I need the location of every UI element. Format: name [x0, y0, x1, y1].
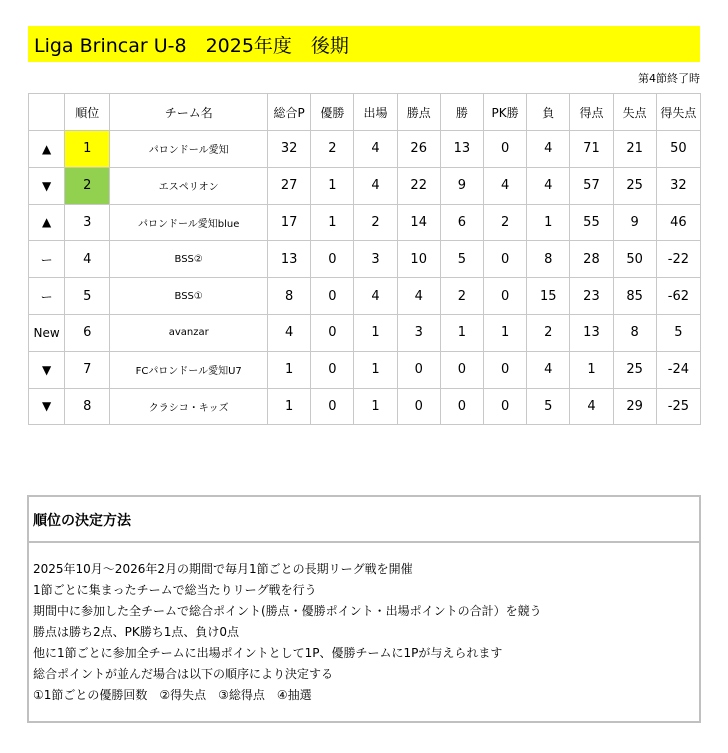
rules-line: 他に1節ごとに参加全チームに出場ポイントとして1P、優勝チームに1Pが与えられます	[33, 646, 503, 660]
col-pk-wins-header: PK勝	[483, 94, 526, 131]
goals-for-cell: 13	[570, 314, 613, 351]
goals-for-cell: 4	[570, 388, 613, 425]
goals-against-cell: 21	[613, 131, 656, 168]
losses-cell: 15	[527, 278, 570, 315]
trend-cell: ー	[29, 241, 65, 278]
col-appearances-header: 出場	[354, 94, 397, 131]
col-rank-header: 順位	[65, 94, 110, 131]
appearances-cell: 3	[354, 241, 397, 278]
goals-for-cell: 1	[570, 351, 613, 388]
table-row	[29, 241, 701, 278]
goal-diff-cell: 46	[656, 204, 700, 241]
rules-line: 期間中に参加した全チームで総合ポイント(勝点・優勝ポイント・出場ポイントの合計）を競う	[33, 604, 542, 618]
wins-cell: 13	[440, 131, 483, 168]
losses-cell: 4	[527, 131, 570, 168]
team-cell: パロンドール愛知blue	[110, 204, 268, 241]
col-trend-header	[29, 94, 65, 131]
col-losses-header: 負	[527, 94, 570, 131]
rank-cell: 7	[65, 351, 110, 388]
match-points-cell: 0	[397, 351, 440, 388]
goals-against-cell: 29	[613, 388, 656, 425]
titles-cell: 0	[311, 314, 354, 351]
losses-cell: 4	[527, 167, 570, 204]
table-row	[29, 204, 701, 241]
total-points-cell: 8	[268, 278, 311, 315]
rank-cell: 6	[65, 314, 110, 351]
rank-cell: 4	[65, 241, 110, 278]
appearances-cell: 1	[354, 388, 397, 425]
standings-table	[28, 93, 701, 425]
rank-cell: 5	[65, 278, 110, 315]
goals-against-cell: 8	[613, 314, 656, 351]
appearances-cell: 4	[354, 278, 397, 315]
pk-wins-cell: 2	[483, 204, 526, 241]
appearances-cell: 4	[354, 131, 397, 168]
table-row	[29, 131, 701, 168]
trend-cell: New	[29, 314, 65, 351]
trend-cell: ▼	[29, 167, 65, 204]
col-total-points-header: 総合P	[268, 94, 311, 131]
total-points-cell: 17	[268, 204, 311, 241]
col-wins-header: 勝	[440, 94, 483, 131]
losses-cell: 5	[527, 388, 570, 425]
match-points-cell: 3	[397, 314, 440, 351]
goals-against-cell: 85	[613, 278, 656, 315]
table-row	[29, 278, 701, 315]
appearances-cell: 1	[354, 351, 397, 388]
rank-cell: 1	[65, 131, 110, 168]
table-row	[29, 167, 701, 204]
col-goal-diff-header: 得失点	[656, 94, 700, 131]
goals-against-cell: 50	[613, 241, 656, 278]
losses-cell: 8	[527, 241, 570, 278]
table-row	[29, 351, 701, 388]
goals-against-cell: 25	[613, 351, 656, 388]
col-goals-for-header: 得点	[570, 94, 613, 131]
titles-cell: 1	[311, 167, 354, 204]
goals-for-cell: 57	[570, 167, 613, 204]
total-points-cell: 13	[268, 241, 311, 278]
appearances-cell: 2	[354, 204, 397, 241]
trend-cell: ▼	[29, 351, 65, 388]
total-points-cell: 4	[268, 314, 311, 351]
col-match-points-header: 勝点	[397, 94, 440, 131]
total-points-cell: 1	[268, 388, 311, 425]
appearances-cell: 1	[354, 314, 397, 351]
trend-cell: ▼	[29, 388, 65, 425]
round-status: 第4節終了時	[638, 72, 700, 85]
match-points-cell: 26	[397, 131, 440, 168]
pk-wins-cell: 1	[483, 314, 526, 351]
table-row	[29, 388, 701, 425]
rules-line: 1節ごとに集まったチームで総当たりリーグ戦を行う	[33, 583, 317, 597]
pk-wins-cell: 0	[483, 278, 526, 315]
goal-diff-cell: -25	[656, 388, 700, 425]
losses-cell: 2	[527, 314, 570, 351]
total-points-cell: 27	[268, 167, 311, 204]
titles-cell: 0	[311, 241, 354, 278]
rules-title: 順位の決定方法	[33, 513, 131, 529]
trend-cell: ー	[29, 278, 65, 315]
rank-cell: 2	[65, 167, 110, 204]
col-team-header: チーム名	[110, 94, 268, 131]
match-points-cell: 22	[397, 167, 440, 204]
goal-diff-cell: 5	[656, 314, 700, 351]
goals-for-cell: 28	[570, 241, 613, 278]
header-row	[29, 94, 701, 131]
wins-cell: 5	[440, 241, 483, 278]
goals-against-cell: 9	[613, 204, 656, 241]
titles-cell: 2	[311, 131, 354, 168]
goals-against-cell: 25	[613, 167, 656, 204]
rules-line: ①1節ごとの優勝回数 ②得失点 ③総得点 ④抽選	[33, 688, 312, 702]
rules-line: 2025年10月～2026年2月の期間で毎月1節ごとの長期リーグ戦を開催	[33, 562, 413, 576]
rules-divider	[29, 541, 699, 543]
rank-cell: 8	[65, 388, 110, 425]
titles-cell: 1	[311, 204, 354, 241]
goals-for-cell: 71	[570, 131, 613, 168]
goals-for-cell: 55	[570, 204, 613, 241]
col-titles-header: 優勝	[311, 94, 354, 131]
team-cell: エスペリオン	[110, 167, 268, 204]
trend-cell: ▲	[29, 204, 65, 241]
page-title: Liga Brincar U-8 2025年度 後期	[28, 26, 700, 62]
total-points-cell: 32	[268, 131, 311, 168]
team-cell: avanzar	[110, 314, 268, 351]
appearances-cell: 4	[354, 167, 397, 204]
match-points-cell: 0	[397, 388, 440, 425]
goal-diff-cell: 32	[656, 167, 700, 204]
match-points-cell: 4	[397, 278, 440, 315]
goal-diff-cell: -62	[656, 278, 700, 315]
pk-wins-cell: 4	[483, 167, 526, 204]
losses-cell: 4	[527, 351, 570, 388]
goal-diff-cell: -24	[656, 351, 700, 388]
titles-cell: 0	[311, 351, 354, 388]
pk-wins-cell: 0	[483, 351, 526, 388]
trend-cell: ▲	[29, 131, 65, 168]
goal-diff-cell: -22	[656, 241, 700, 278]
wins-cell: 6	[440, 204, 483, 241]
wins-cell: 2	[440, 278, 483, 315]
team-cell: BSS②	[110, 241, 268, 278]
rules-line: 勝点は勝ち2点、PK勝ち1点、負け0点	[33, 625, 240, 639]
team-cell: BSS①	[110, 278, 268, 315]
team-cell: クラシコ・キッズ	[110, 388, 268, 425]
titles-cell: 0	[311, 278, 354, 315]
team-cell: FCパロンドール愛知U7	[110, 351, 268, 388]
rank-cell: 3	[65, 204, 110, 241]
pk-wins-cell: 0	[483, 241, 526, 278]
match-points-cell: 10	[397, 241, 440, 278]
rules-line: 総合ポイントが並んだ場合は以下の順序により決定する	[33, 667, 334, 681]
col-goals-against-header: 失点	[613, 94, 656, 131]
pk-wins-cell: 0	[483, 131, 526, 168]
rules-text	[33, 559, 542, 706]
losses-cell: 1	[527, 204, 570, 241]
goals-for-cell: 23	[570, 278, 613, 315]
total-points-cell: 1	[268, 351, 311, 388]
titles-cell: 0	[311, 388, 354, 425]
rules-panel	[27, 495, 701, 723]
match-points-cell: 14	[397, 204, 440, 241]
goal-diff-cell: 50	[656, 131, 700, 168]
wins-cell: 1	[440, 314, 483, 351]
wins-cell: 0	[440, 388, 483, 425]
wins-cell: 0	[440, 351, 483, 388]
wins-cell: 9	[440, 167, 483, 204]
team-cell: パロンドール愛知	[110, 131, 268, 168]
pk-wins-cell: 0	[483, 388, 526, 425]
table-row	[29, 314, 701, 351]
